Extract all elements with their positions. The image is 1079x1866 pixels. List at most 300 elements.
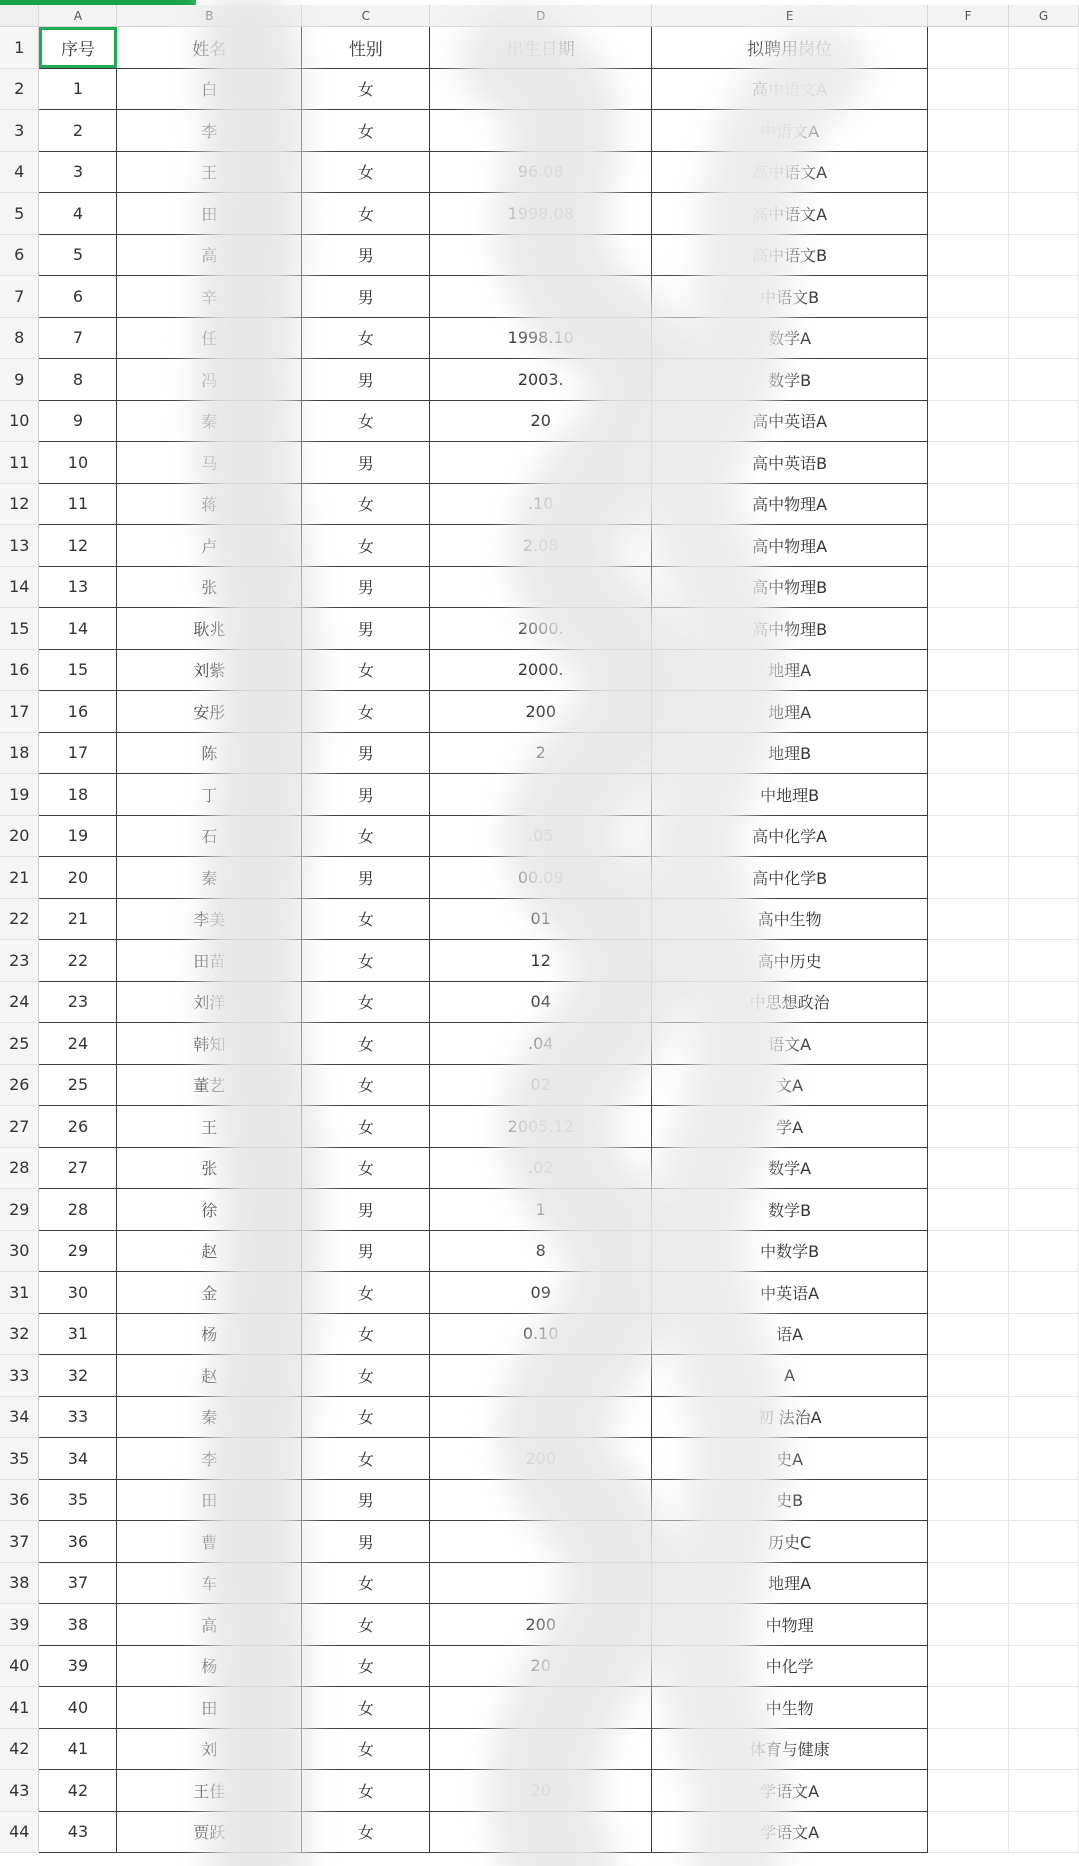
cell-position[interactable]: 高中英语B [652,442,928,484]
empty-cell[interactable] [928,483,1009,525]
cell-name[interactable]: 马 [117,442,302,484]
cell-birth-date[interactable] [430,1562,652,1604]
empty-cell[interactable] [1009,1230,1079,1272]
empty-cell[interactable] [1009,1604,1079,1646]
row-number[interactable]: 31 [0,1272,39,1314]
empty-cell[interactable] [928,1355,1009,1397]
empty-cell[interactable] [928,691,1009,733]
cell-position[interactable]: 地理A [652,1562,928,1604]
cell-position[interactable]: 高中历史 [652,940,928,982]
cell-seq[interactable]: 17 [39,732,117,774]
empty-cell[interactable] [1009,1479,1079,1521]
cell-name[interactable]: 王 [117,1106,302,1148]
row-number[interactable]: 22 [0,898,39,940]
cell-gender[interactable]: 男 [302,1521,430,1563]
row-number[interactable]: 8 [0,317,39,359]
cell-name[interactable]: 李 [117,110,302,152]
row-number[interactable]: 32 [0,1313,39,1355]
empty-cell[interactable] [1009,1521,1079,1563]
cell-name[interactable]: 董艺 [117,1064,302,1106]
empty-cell[interactable] [1009,691,1079,733]
empty-cell[interactable] [928,1438,1009,1480]
cell-birth-date[interactable]: 09 [430,1272,652,1314]
cell-birth-date[interactable]: 00.09 [430,857,652,899]
cell-seq[interactable]: 32 [39,1355,117,1397]
cell-name[interactable]: 蒋 [117,483,302,525]
empty-cell[interactable] [928,1770,1009,1812]
cell-birth-date[interactable]: 1998.08 [430,193,652,235]
row-number[interactable]: 10 [0,400,39,442]
cell-name[interactable]: 田 [117,1687,302,1729]
cell-birth-date[interactable] [430,1396,652,1438]
cell-seq[interactable]: 39 [39,1645,117,1687]
row-number[interactable]: 9 [0,359,39,401]
empty-cell[interactable] [1009,774,1079,816]
empty-cell[interactable] [928,442,1009,484]
cell-position[interactable]: 历史C [652,1521,928,1563]
cell-birth-date[interactable]: 20 [430,400,652,442]
empty-cell[interactable] [1009,151,1079,193]
cell-gender[interactable]: 女 [302,400,430,442]
cell-seq[interactable]: 12 [39,525,117,567]
empty-cell[interactable] [1009,1645,1079,1687]
cell-birth-date[interactable] [430,276,652,318]
empty-cell[interactable] [1009,1147,1079,1189]
column-header-a[interactable]: A [39,5,117,27]
cell-name[interactable]: 张 [117,1147,302,1189]
cell-seq[interactable]: 38 [39,1604,117,1646]
cell-birth-date[interactable]: .05 [430,815,652,857]
empty-cell[interactable] [1009,317,1079,359]
cell-seq[interactable]: 24 [39,1023,117,1065]
cell-position[interactable]: 学语文A [652,1811,928,1853]
cell-name[interactable]: 李 [117,1438,302,1480]
cell-name[interactable]: 曹 [117,1521,302,1563]
cell-birth-date[interactable]: 2005.12 [430,1106,652,1148]
row-number[interactable]: 37 [0,1521,39,1563]
cell-birth-date[interactable] [430,1355,652,1397]
cell-birth-date[interactable] [430,68,652,110]
cell-position[interactable]: 中数学B [652,1230,928,1272]
cell-birth-date[interactable]: 12 [430,940,652,982]
cell-birth-date[interactable]: 2.08 [430,525,652,567]
cell-name[interactable]: 韩知 [117,1023,302,1065]
cell-gender[interactable]: 女 [302,1604,430,1646]
empty-cell[interactable] [1009,276,1079,318]
cell-birth-date[interactable]: .02 [430,1147,652,1189]
empty-cell[interactable] [928,1272,1009,1314]
cell-name[interactable]: 秦 [117,1396,302,1438]
row-number[interactable]: 28 [0,1147,39,1189]
cell-seq[interactable]: 27 [39,1147,117,1189]
cell-birth-date[interactable]: 2000. [430,649,652,691]
cell-position[interactable]: 文A [652,1064,928,1106]
cell-gender[interactable]: 女 [302,1396,430,1438]
cell-name[interactable]: 白 [117,68,302,110]
empty-cell[interactable] [928,981,1009,1023]
cell-position[interactable]: 高中英语A [652,400,928,442]
cell-position[interactable]: 中物理 [652,1604,928,1646]
row-number[interactable]: 42 [0,1728,39,1770]
cell-seq[interactable]: 18 [39,774,117,816]
empty-cell[interactable] [1009,1728,1079,1770]
cell-gender[interactable]: 女 [302,691,430,733]
empty-cell[interactable] [928,566,1009,608]
empty-cell[interactable] [928,774,1009,816]
cell-birth-date[interactable]: 200 [430,691,652,733]
empty-cell[interactable] [928,234,1009,276]
cell-birth-date[interactable]: 2003. [430,359,652,401]
empty-cell[interactable] [1009,1770,1079,1812]
empty-cell[interactable] [928,815,1009,857]
cell-position[interactable]: A [652,1355,928,1397]
cell-gender-header[interactable]: 性别 [302,27,430,69]
cell-birth-date[interactable] [430,234,652,276]
cell-name[interactable]: 田 [117,1479,302,1521]
cell-position[interactable]: 高中生物 [652,898,928,940]
empty-cell[interactable] [928,1313,1009,1355]
cell-position[interactable]: 高中语文A [652,151,928,193]
cell-position[interactable]: 中语文B [652,276,928,318]
row-number[interactable]: 11 [0,442,39,484]
row-number[interactable]: 21 [0,857,39,899]
cell-name[interactable]: 辛 [117,276,302,318]
empty-cell[interactable] [1009,400,1079,442]
empty-cell[interactable] [928,608,1009,650]
row-number[interactable]: 5 [0,193,39,235]
empty-cell[interactable] [1009,1106,1079,1148]
cell-seq[interactable]: 13 [39,566,117,608]
empty-cell[interactable] [928,1811,1009,1853]
cell-name[interactable]: 杨 [117,1313,302,1355]
cell-name[interactable]: 高 [117,1604,302,1646]
empty-cell[interactable] [928,1106,1009,1148]
empty-cell[interactable] [928,110,1009,152]
cell-gender[interactable]: 女 [302,981,430,1023]
row-number[interactable]: 35 [0,1438,39,1480]
row-number[interactable]: 20 [0,815,39,857]
empty-cell[interactable] [928,1562,1009,1604]
empty-cell[interactable] [1009,1438,1079,1480]
row-number[interactable]: 13 [0,525,39,567]
empty-cell[interactable] [1009,898,1079,940]
cell-birth-date[interactable]: 20 [430,1770,652,1812]
cell-seq[interactable]: 42 [39,1770,117,1812]
empty-cell[interactable] [1009,1687,1079,1729]
row-number[interactable]: 26 [0,1064,39,1106]
cell-gender[interactable]: 女 [302,1106,430,1148]
cell-seq[interactable]: 26 [39,1106,117,1148]
empty-cell[interactable] [928,1479,1009,1521]
cell-name[interactable]: 车 [117,1562,302,1604]
empty-cell[interactable] [1009,68,1079,110]
empty-cell[interactable] [928,732,1009,774]
cell-position[interactable]: 史B [652,1479,928,1521]
row-number[interactable]: 19 [0,774,39,816]
empty-cell[interactable] [1009,566,1079,608]
cell-birth-date[interactable] [430,566,652,608]
cell-position[interactable]: 高中物理A [652,483,928,525]
cell-seq[interactable]: 14 [39,608,117,650]
row-number[interactable]: 44 [0,1811,39,1853]
cell-name[interactable]: 高 [117,234,302,276]
cell-birth-date[interactable]: 1998.10 [430,317,652,359]
empty-cell[interactable] [928,940,1009,982]
empty-cell[interactable] [1009,525,1079,567]
row-number[interactable]: 16 [0,649,39,691]
cell-birth-date[interactable]: .10 [430,483,652,525]
row-number[interactable]: 34 [0,1396,39,1438]
empty-cell[interactable] [928,525,1009,567]
empty-cell[interactable] [928,1645,1009,1687]
row-number[interactable]: 25 [0,1023,39,1065]
empty-cell[interactable] [1009,608,1079,650]
cell-name[interactable]: 李美 [117,898,302,940]
column-header-f[interactable]: F [928,5,1009,27]
cell-name[interactable]: 任 [117,317,302,359]
cell-name[interactable]: 赵 [117,1230,302,1272]
cell-name[interactable]: 石 [117,815,302,857]
cell-seq[interactable]: 40 [39,1687,117,1729]
cell-name[interactable]: 刘 [117,1728,302,1770]
cell-position[interactable]: 学A [652,1106,928,1148]
empty-cell[interactable] [928,1396,1009,1438]
cell-birth-date[interactable] [430,1811,652,1853]
empty-cell[interactable] [928,1023,1009,1065]
empty-cell[interactable] [1009,732,1079,774]
cell-gender[interactable]: 男 [302,857,430,899]
empty-cell[interactable] [1009,359,1079,401]
cell-seq[interactable]: 37 [39,1562,117,1604]
cell-gender[interactable]: 男 [302,566,430,608]
cell-name[interactable]: 徐 [117,1189,302,1231]
cell-seq[interactable]: 9 [39,400,117,442]
cell-birth-date[interactable]: 8 [430,1230,652,1272]
cell-gender[interactable]: 女 [302,525,430,567]
empty-cell[interactable] [928,359,1009,401]
row-number[interactable]: 1 [0,27,39,69]
cell-position[interactable]: 数学A [652,1147,928,1189]
row-number[interactable]: 30 [0,1230,39,1272]
empty-cell[interactable] [1009,1562,1079,1604]
cell-gender[interactable]: 女 [302,940,430,982]
cell-gender[interactable]: 女 [302,317,430,359]
empty-cell[interactable] [928,1728,1009,1770]
empty-cell[interactable] [1009,442,1079,484]
cell-birth-date[interactable] [430,774,652,816]
cell-name[interactable]: 耿兆 [117,608,302,650]
cell-birth-date[interactable] [430,1521,652,1563]
cell-name[interactable]: 刘洋 [117,981,302,1023]
cell-position[interactable]: 中语文A [652,110,928,152]
row-number[interactable]: 2 [0,68,39,110]
cell-gender[interactable]: 男 [302,359,430,401]
cell-seq[interactable]: 11 [39,483,117,525]
cell-seq[interactable]: 19 [39,815,117,857]
cell-gender[interactable]: 男 [302,774,430,816]
cell-position[interactable]: 高中语文A [652,193,928,235]
cell-seq[interactable]: 34 [39,1438,117,1480]
empty-cell[interactable] [1009,940,1079,982]
cell-name[interactable]: 金 [117,1272,302,1314]
cell-gender[interactable]: 女 [302,898,430,940]
cell-name[interactable]: 冯 [117,359,302,401]
cell-seq[interactable]: 29 [39,1230,117,1272]
cell-birth-date[interactable] [430,1728,652,1770]
row-number[interactable]: 3 [0,110,39,152]
row-number[interactable]: 14 [0,566,39,608]
cell-birth-date[interactable]: 1 [430,1189,652,1231]
row-number[interactable]: 23 [0,940,39,982]
cell-gender[interactable]: 男 [302,234,430,276]
empty-cell[interactable] [928,1147,1009,1189]
cell-birth-date[interactable]: 2 [430,732,652,774]
cell-gender[interactable]: 女 [302,1562,430,1604]
cell-gender[interactable]: 女 [302,1313,430,1355]
cell-seq[interactable]: 41 [39,1728,117,1770]
row-number[interactable]: 6 [0,234,39,276]
empty-cell[interactable] [928,1521,1009,1563]
cell-position[interactable]: 中英语A [652,1272,928,1314]
cell-seq[interactable]: 6 [39,276,117,318]
cell-gender[interactable]: 男 [302,732,430,774]
row-number[interactable]: 27 [0,1106,39,1148]
cell-position-header[interactable]: 拟聘用岗位 [652,27,928,69]
cell-birth-date[interactable]: 0.10 [430,1313,652,1355]
cell-seq[interactable]: 23 [39,981,117,1023]
select-all-corner[interactable] [0,5,39,27]
cell-seq[interactable]: 4 [39,193,117,235]
row-number[interactable]: 15 [0,608,39,650]
empty-cell[interactable] [928,1604,1009,1646]
empty-cell[interactable] [1009,1811,1079,1853]
cell-birth-date[interactable]: .04 [430,1023,652,1065]
row-number[interactable]: 24 [0,981,39,1023]
cell-position[interactable]: 高中物理A [652,525,928,567]
cell-seq[interactable]: 35 [39,1479,117,1521]
empty-cell[interactable] [1009,1313,1079,1355]
empty-cell[interactable] [1009,1355,1079,1397]
cell-birth-date[interactable]: 02 [430,1064,652,1106]
cell-gender[interactable]: 男 [302,276,430,318]
cell-name[interactable]: 田 [117,193,302,235]
column-header-c[interactable]: C [302,5,430,27]
cell-seq[interactable]: 36 [39,1521,117,1563]
cell-gender[interactable]: 女 [302,1645,430,1687]
cell-birth-date[interactable]: 2000. [430,608,652,650]
cell-position[interactable]: 中思想政治 [652,981,928,1023]
empty-cell[interactable] [1009,234,1079,276]
empty-cell[interactable] [1009,1272,1079,1314]
cell-name[interactable]: 张 [117,566,302,608]
cell-seq[interactable]: 21 [39,898,117,940]
cell-name[interactable]: 杨 [117,1645,302,1687]
cell-position[interactable]: 学语文A [652,1770,928,1812]
empty-cell[interactable] [1009,815,1079,857]
cell-gender[interactable]: 女 [302,1064,430,1106]
cell-name[interactable]: 赵 [117,1355,302,1397]
cell-seq[interactable]: 3 [39,151,117,193]
row-number[interactable]: 29 [0,1189,39,1231]
row-number[interactable]: 33 [0,1355,39,1397]
cell-position[interactable]: 高中化学A [652,815,928,857]
cell-birth-date[interactable]: 20 [430,1645,652,1687]
empty-cell[interactable] [928,27,1009,69]
cell-gender[interactable]: 女 [302,1272,430,1314]
cell-seq[interactable]: 1 [39,68,117,110]
cell-gender[interactable]: 女 [302,1770,430,1812]
cell-gender[interactable]: 女 [302,483,430,525]
cell-position[interactable]: 数学B [652,359,928,401]
cell-birth-header[interactable]: 出生日期 [430,27,652,69]
cell-birth-date[interactable] [430,442,652,484]
empty-cell[interactable] [1009,110,1079,152]
cell-position[interactable]: 高中语文B [652,234,928,276]
cell-gender[interactable]: 女 [302,110,430,152]
cell-gender[interactable]: 女 [302,815,430,857]
empty-cell[interactable] [928,276,1009,318]
empty-cell[interactable] [928,151,1009,193]
column-header-e[interactable]: E [652,5,928,27]
cell-name[interactable]: 卢 [117,525,302,567]
cell-position[interactable]: 中生物 [652,1687,928,1729]
cell-seq[interactable]: 28 [39,1189,117,1231]
cell-gender[interactable]: 男 [302,442,430,484]
cell-seq[interactable]: 10 [39,442,117,484]
cell-position[interactable]: 高中物理B [652,608,928,650]
cell-seq[interactable]: 5 [39,234,117,276]
column-header-b[interactable]: B [117,5,302,27]
row-number[interactable]: 12 [0,483,39,525]
cell-gender[interactable]: 男 [302,608,430,650]
row-number[interactable]: 38 [0,1562,39,1604]
cell-gender[interactable]: 女 [302,649,430,691]
row-number[interactable]: 40 [0,1645,39,1687]
empty-cell[interactable] [928,193,1009,235]
row-number[interactable]: 43 [0,1770,39,1812]
cell-position[interactable]: 高中物理B [652,566,928,608]
cell-gender[interactable]: 女 [302,193,430,235]
cell-gender[interactable]: 女 [302,1811,430,1853]
cell-gender[interactable]: 男 [302,1189,430,1231]
empty-cell[interactable] [928,649,1009,691]
cell-seq[interactable]: 22 [39,940,117,982]
cell-birth-date[interactable] [430,110,652,152]
cell-position[interactable]: 史A [652,1438,928,1480]
cell-seq[interactable]: 8 [39,359,117,401]
column-header-g[interactable]: G [1009,5,1079,27]
cell-birth-date[interactable]: 96.08 [430,151,652,193]
row-number[interactable]: 39 [0,1604,39,1646]
cell-birth-date[interactable] [430,1479,652,1521]
cell-gender[interactable]: 男 [302,1479,430,1521]
empty-cell[interactable] [928,1687,1009,1729]
empty-cell[interactable] [1009,649,1079,691]
cell-position[interactable]: 语文A [652,1023,928,1065]
row-number[interactable]: 36 [0,1479,39,1521]
cell-seq[interactable]: 30 [39,1272,117,1314]
row-number[interactable]: 41 [0,1687,39,1729]
empty-cell[interactable] [928,68,1009,110]
cell-position[interactable]: 地理B [652,732,928,774]
cell-position[interactable]: 语A [652,1313,928,1355]
cell-position[interactable]: 中化学 [652,1645,928,1687]
empty-cell[interactable] [928,898,1009,940]
cell-birth-date[interactable]: 04 [430,981,652,1023]
empty-cell[interactable] [1009,193,1079,235]
cell-seq[interactable]: 33 [39,1396,117,1438]
row-number[interactable]: 17 [0,691,39,733]
